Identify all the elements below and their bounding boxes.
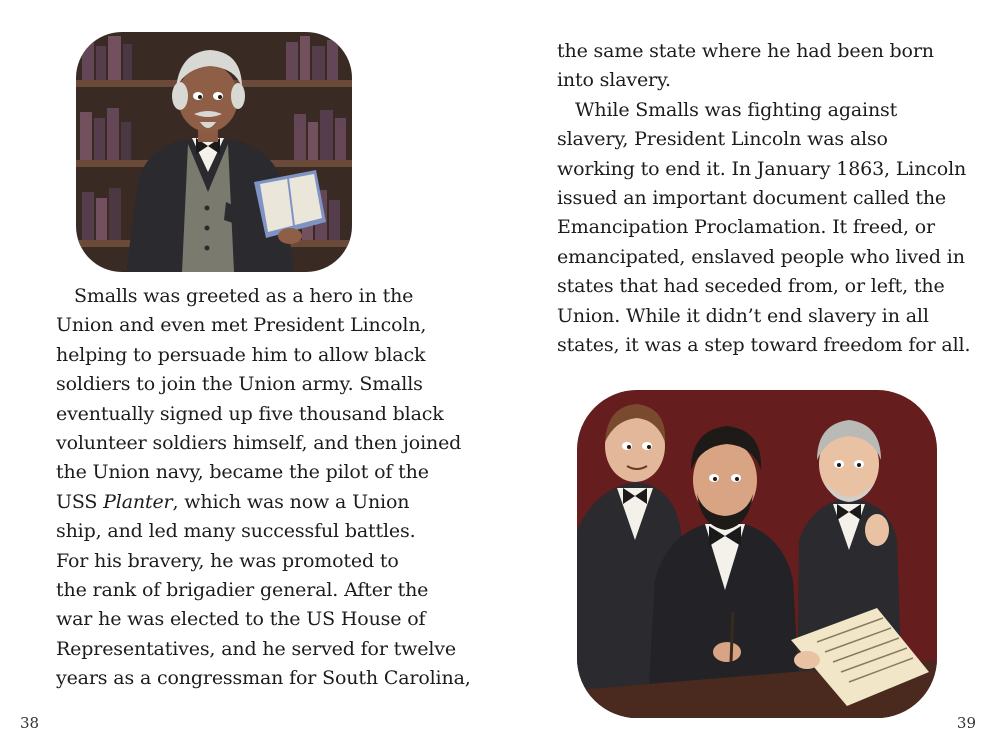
body-line: volunteer soldiers himself, and then joined: [56, 431, 462, 454]
body-line: ship, and led many successful battles.: [56, 520, 416, 543]
page-number-left: 38: [20, 714, 40, 732]
ship-name: Planter: [103, 490, 173, 513]
body-text-fragment: , which was now a Union: [172, 490, 410, 513]
body-line: helping to persuade him to allow black: [56, 343, 426, 366]
body-line: years as a congressman for South Carolina,: [56, 667, 471, 690]
body-line: states that had seceded from, or left, the: [557, 275, 945, 298]
left-page-body-text: [56, 282, 471, 693]
body-line: war he was elected to the US House of: [56, 608, 426, 631]
right-page: [500, 0, 1000, 750]
body-line: eventually signed up five thousand black: [56, 402, 444, 425]
body-line: issued an important document called the: [557, 186, 947, 209]
body-line: Smalls was greeted as a hero in the: [74, 285, 414, 307]
page-number-right: 39: [956, 714, 976, 732]
body-line: emancipated, enslaved people who lived in: [557, 245, 965, 268]
body-line: the same state where he had been born: [557, 40, 934, 62]
body-line: states, it was a step toward freedom for all.: [557, 333, 971, 356]
right-page-body-text: [557, 37, 970, 360]
lincoln-signing-illustration: [577, 390, 937, 718]
body-line: the Union navy, became the pilot of the: [56, 461, 429, 484]
body-line: into slavery.: [557, 69, 671, 92]
body-line: Union and even met President Lincoln,: [56, 314, 427, 337]
body-line: soldiers to join the Union army. Smalls: [56, 373, 423, 396]
body-line: Emancipation Proclamation. It freed, or: [557, 216, 935, 239]
body-line: slavery, President Lincoln was also: [557, 128, 888, 151]
body-line: the rank of brigadier general. After the: [56, 578, 429, 601]
body-line: Union. While it didn’t end slavery in all: [557, 304, 929, 327]
body-line-ship: [56, 488, 471, 517]
body-line: While Smalls was fighting against: [575, 98, 898, 121]
body-line: working to end it. In January 1863, Lincoln: [557, 157, 967, 180]
robert-smalls-illustration: [76, 32, 352, 272]
body-text-fragment: USS: [56, 490, 98, 513]
body-line: For his bravery, he was promoted to: [56, 549, 399, 572]
body-line: Representatives, and he served for twelve: [56, 637, 456, 660]
